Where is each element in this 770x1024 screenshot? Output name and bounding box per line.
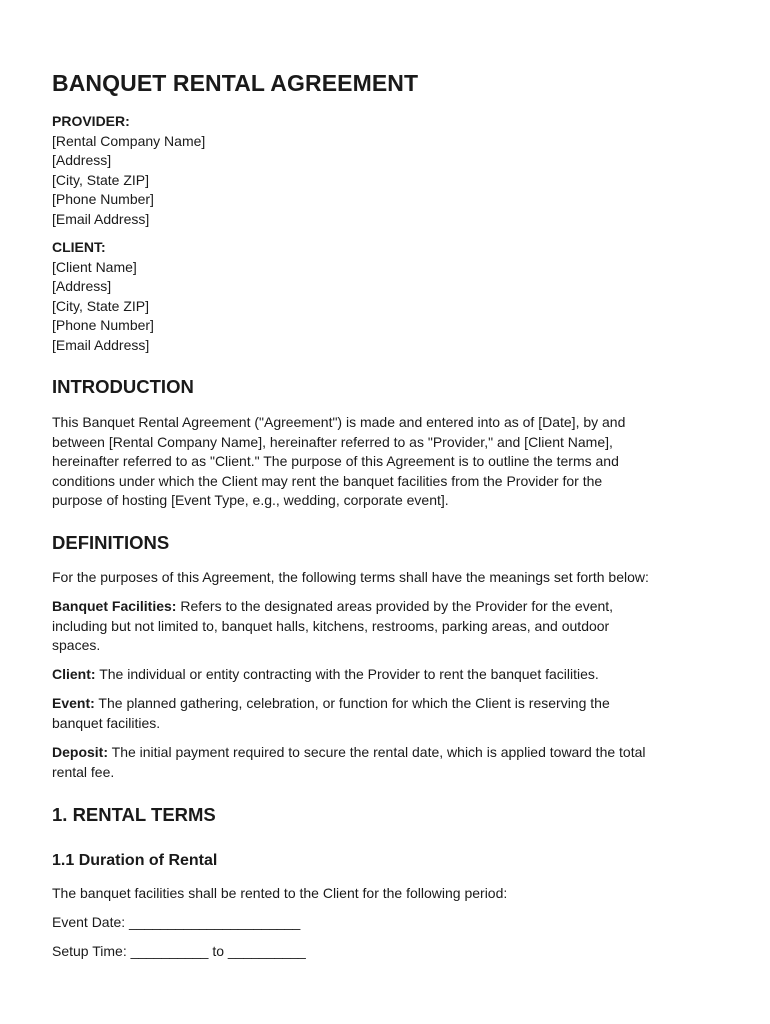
provider-email: [Email Address] bbox=[52, 210, 150, 227]
introduction-paragraph bbox=[52, 413, 722, 511]
definition-term: Event: bbox=[52, 695, 95, 711]
client-address: [Address] bbox=[52, 278, 112, 294]
definition-text: rental fee. bbox=[52, 763, 115, 780]
rental-terms-heading: 1. RENTAL TERMS bbox=[52, 804, 216, 825]
definition-term: Deposit: bbox=[52, 744, 108, 760]
provider-block bbox=[52, 112, 205, 229]
duration-heading: 1.1 Duration of Rental bbox=[52, 852, 218, 869]
client-city-state-zip: [City, State ZIP] bbox=[52, 297, 149, 314]
definition-text: spaces. bbox=[52, 637, 101, 653]
provider-label: PROVIDER: bbox=[52, 113, 130, 129]
provider-phone: [Phone Number] bbox=[52, 191, 154, 207]
client-email: [Email Address] bbox=[52, 336, 150, 353]
definition-text: banquet facilities. bbox=[52, 714, 161, 731]
definition-text: The planned gathering, celebration, or function for which the Client is reserving the bbox=[94, 695, 610, 711]
definition-text: The individual or entity contracting with the Provider to rent the banquet facilities. bbox=[95, 666, 599, 682]
definition-term: Banquet Facilities: bbox=[52, 598, 177, 614]
provider-address: [Address] bbox=[52, 152, 112, 168]
definition-text: The initial payment required to secure the rental date, which is applied toward the total bbox=[108, 744, 646, 760]
document-title: BANQUET RENTAL AGREEMENT bbox=[52, 70, 419, 96]
definition-text: Refers to the designated areas provided by the Provider for the event, bbox=[176, 598, 614, 614]
definition-banquet-facilities bbox=[52, 597, 722, 656]
event-date-field: Event Date: ______________________ bbox=[52, 914, 301, 930]
definition-client bbox=[52, 665, 722, 685]
duration-intro: The banquet facilities shall be rented to the Client for the following period: bbox=[52, 885, 508, 901]
introduction-line: purpose of hosting [Event Type, e.g., wedding, corporate event]. bbox=[52, 492, 449, 508]
provider-company-name: [Rental Company Name] bbox=[52, 132, 206, 149]
definition-text: including but not limited to, banquet halls, kitchens, restrooms, parking areas, and outdoor bbox=[52, 617, 610, 634]
introduction-line: This Banquet Rental Agreement ("Agreement") is made and entered into as of [Date], by and bbox=[52, 414, 626, 430]
definition-deposit bbox=[52, 743, 722, 782]
client-name: [Client Name] bbox=[52, 258, 137, 275]
client-label: CLIENT: bbox=[52, 239, 106, 255]
provider-city-state-zip: [City, State ZIP] bbox=[52, 171, 149, 188]
definition-term: Client: bbox=[52, 666, 96, 682]
introduction-line: conditions under which the Client may rent the banquet facilities from the Provider for the bbox=[52, 472, 603, 489]
client-block bbox=[52, 238, 154, 355]
definition-event bbox=[52, 694, 722, 733]
client-phone: [Phone Number] bbox=[52, 317, 154, 333]
definitions-heading: DEFINITIONS bbox=[52, 532, 170, 553]
setup-time-field: Setup Time: __________ to __________ bbox=[52, 943, 306, 959]
introduction-heading: INTRODUCTION bbox=[52, 376, 194, 397]
introduction-line: hereinafter referred to as "Client." The purpose of this Agreement is to outline the terms and bbox=[52, 453, 619, 469]
introduction-line: between [Rental Company Name], hereinafter referred to as "Provider," and [Client Name], bbox=[52, 433, 613, 450]
definitions-intro: For the purposes of this Agreement, the following terms shall have the meanings set forth below: bbox=[52, 569, 649, 585]
